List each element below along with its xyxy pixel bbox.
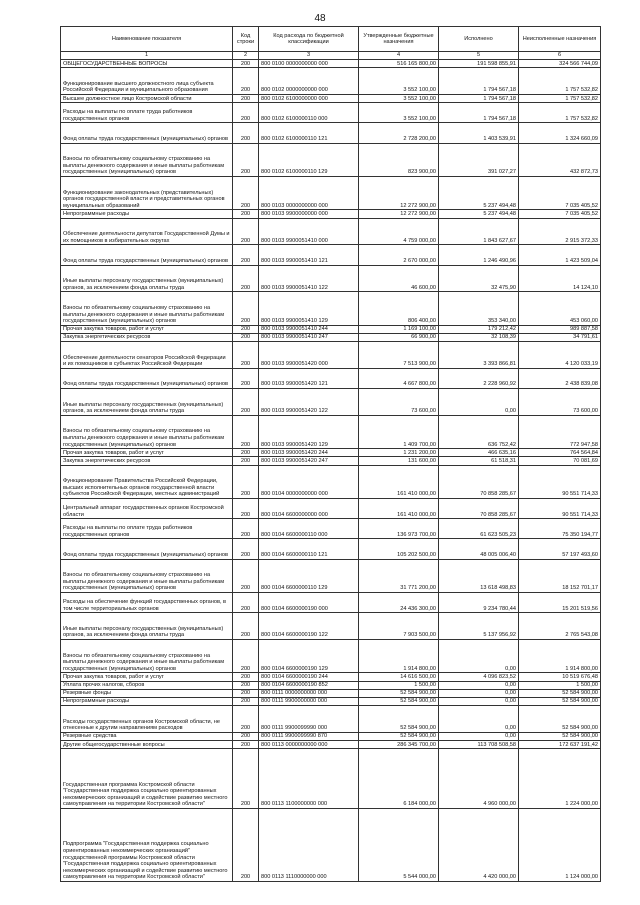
row-classification-code: 800 0102 6100000110 129	[259, 143, 359, 176]
row-approved-amount: 823 900,00	[359, 143, 439, 176]
table-row	[61, 457, 601, 465]
row-remaining-amount: 1 423 509,04	[519, 245, 601, 265]
table-row	[61, 697, 601, 705]
row-name: Расходы государственных органов Костромской области, не отнесенные к другим направлениям расходов	[61, 706, 233, 733]
row-classification-code: 800 0111 0000000000 000	[259, 689, 359, 697]
row-classification-code: 800 0113 0000000000 000	[259, 741, 359, 749]
row-executed-amount: 13 618 498,83	[439, 559, 519, 592]
row-executed-amount: 179 212,42	[439, 325, 519, 333]
row-line-code: 200	[233, 673, 259, 681]
row-line-code: 200	[233, 613, 259, 640]
row-line-code: 200	[233, 210, 259, 218]
row-name: Резервные средства	[61, 732, 233, 740]
row-line-code: 200	[233, 499, 259, 519]
row-line-code: 200	[233, 176, 259, 209]
row-remaining-amount: 1 500,00	[519, 681, 601, 689]
row-line-code: 200	[233, 68, 259, 95]
row-remaining-amount: 1 124 000,00	[519, 809, 601, 882]
header-remaining: Неисполненные назначения	[519, 27, 601, 52]
row-remaining-amount: 90 551 714,33	[519, 465, 601, 498]
row-name: Подпрограмма "Государственная поддержка социально ориентированных некоммерческих организаций" государственной программы Костромской области "Государственная поддержка социально ориентированных некоммерческих организаций и содействие развитию местного самоуправления на территории Костромской области"	[61, 809, 233, 882]
row-name: Функционирование законодательных (представительных) органов государственной власти и представительных органов муниципальных образований	[61, 176, 233, 209]
row-name: Непрограммные расходы	[61, 697, 233, 705]
row-executed-amount: 4 960 000,00	[439, 749, 519, 809]
row-classification-code: 800 0103 9900051420 247	[259, 457, 359, 465]
row-executed-amount: 0,00	[439, 706, 519, 733]
row-approved-amount: 52 584 900,00	[359, 706, 439, 733]
row-line-code: 200	[233, 245, 259, 265]
table-row	[61, 415, 601, 448]
row-executed-amount: 70 858 285,67	[439, 465, 519, 498]
row-line-code: 200	[233, 519, 259, 539]
row-remaining-amount: 75 350 194,77	[519, 519, 601, 539]
row-name: Закупка энергетических ресурсов	[61, 457, 233, 465]
row-remaining-amount: 772 947,58	[519, 415, 601, 448]
row-line-code: 200	[233, 559, 259, 592]
row-remaining-amount: 2 438 839,08	[519, 368, 601, 388]
table-row	[61, 94, 601, 102]
row-remaining-amount: 324 566 744,09	[519, 60, 601, 68]
row-approved-amount: 3 552 100,00	[359, 94, 439, 102]
row-remaining-amount: 1 757 532,82	[519, 94, 601, 102]
row-executed-amount: 4 420 000,00	[439, 809, 519, 882]
row-classification-code: 800 0104 6600000110 129	[259, 559, 359, 592]
row-approved-amount: 516 165 800,00	[359, 60, 439, 68]
row-classification-code: 800 0103 9900051410 247	[259, 333, 359, 341]
row-name: Взносы по обязательному социальному страхованию на выплаты денежного содержания и иные выплаты работникам государственных (муниципальных) органов	[61, 639, 233, 672]
table-row	[61, 123, 601, 143]
row-approved-amount: 105 202 500,00	[359, 539, 439, 559]
row-approved-amount: 1 409 700,00	[359, 415, 439, 448]
row-remaining-amount: 432 872,73	[519, 143, 601, 176]
row-approved-amount: 24 436 300,00	[359, 592, 439, 612]
table-row	[61, 389, 601, 416]
row-classification-code: 800 0104 6600000190 122	[259, 613, 359, 640]
row-line-code: 200	[233, 465, 259, 498]
row-classification-code: 800 0103 9900000000 000	[259, 210, 359, 218]
table-header-row	[61, 27, 601, 52]
row-executed-amount: 466 635,16	[439, 449, 519, 457]
row-remaining-amount: 1 914 800,00	[519, 639, 601, 672]
row-executed-amount: 391 027,27	[439, 143, 519, 176]
row-line-code: 200	[233, 449, 259, 457]
row-name: Обеспечение деятельности депутатов Государственной Думы и их помощников в избирательных округах	[61, 218, 233, 245]
row-executed-amount: 5 237 494,48	[439, 210, 519, 218]
row-line-code: 200	[233, 689, 259, 697]
row-name: ОБЩЕГОСУДАРСТВЕННЫЕ ВОПРОСЫ	[61, 60, 233, 68]
row-name: Функционирование высшего должностного лица субъекта Российской Федерации и муниципального образования	[61, 68, 233, 95]
row-classification-code: 800 0104 6600000190 129	[259, 639, 359, 672]
page-number: 48	[314, 13, 326, 24]
row-remaining-amount: 15 201 519,56	[519, 592, 601, 612]
row-line-code: 200	[233, 389, 259, 416]
row-classification-code: 800 0103 9900051420 122	[259, 389, 359, 416]
row-classification-code: 800 0100 0000000000 000	[259, 60, 359, 68]
row-line-code: 200	[233, 681, 259, 689]
row-name: Резервные фонды	[61, 689, 233, 697]
row-name: Обеспечение деятельности сенаторов Российской Федерации и их помощников в субъектах Российской Федерации	[61, 342, 233, 369]
row-classification-code: 800 0103 9900051420 244	[259, 449, 359, 457]
row-line-code: 200	[233, 218, 259, 245]
row-name: Взносы по обязательному социальному страхованию на выплаты денежного содержания и иные выплаты работникам государственных (муниципальных) органов	[61, 415, 233, 448]
table-row	[61, 265, 601, 292]
row-name: Прочая закупка товаров, работ и услуг	[61, 449, 233, 457]
row-approved-amount: 7 513 900,00	[359, 342, 439, 369]
row-approved-amount: 46 600,00	[359, 265, 439, 292]
row-remaining-amount: 14 124,10	[519, 265, 601, 292]
row-line-code: 200	[233, 539, 259, 559]
budget-execution-table	[60, 26, 601, 882]
row-executed-amount: 1 794 567,18	[439, 68, 519, 95]
row-executed-amount: 0,00	[439, 689, 519, 697]
row-name: Функционирование Правительства Российской Федерации, высших исполнительных органов государственной власти субъектов Российской Федерации, местных администраций	[61, 465, 233, 498]
row-name: Фонд оплаты труда государственных (муниципальных) органов	[61, 539, 233, 559]
row-executed-amount: 0,00	[439, 732, 519, 740]
table-row	[61, 732, 601, 740]
row-line-code: 200	[233, 457, 259, 465]
row-approved-amount: 1 500,00	[359, 681, 439, 689]
row-approved-amount: 5 544 000,00	[359, 809, 439, 882]
row-executed-amount: 636 752,42	[439, 415, 519, 448]
row-remaining-amount: 52 584 900,00	[519, 732, 601, 740]
row-name: Взносы по обязательному социальному страхованию на выплаты денежного содержания и иные выплаты работникам государственных (муниципальных) органов	[61, 559, 233, 592]
row-line-code: 200	[233, 732, 259, 740]
row-name: Фонд оплаты труда государственных (муниципальных) органов	[61, 123, 233, 143]
table-row	[61, 292, 601, 325]
row-approved-amount: 7 903 500,00	[359, 613, 439, 640]
row-classification-code: 800 0103 9900051420 000	[259, 342, 359, 369]
table-row	[61, 176, 601, 209]
row-approved-amount: 52 584 900,00	[359, 689, 439, 697]
table-row	[61, 673, 601, 681]
row-classification-code: 800 0113 1100000000 000	[259, 749, 359, 809]
row-remaining-amount: 1 224 000,00	[519, 749, 601, 809]
row-line-code: 200	[233, 60, 259, 68]
table-row	[61, 706, 601, 733]
column-number-row	[61, 52, 601, 60]
row-approved-amount: 136 973 700,00	[359, 519, 439, 539]
row-executed-amount: 1 794 567,18	[439, 103, 519, 123]
table-row	[61, 449, 601, 457]
row-executed-amount: 70 858 285,67	[439, 499, 519, 519]
row-approved-amount: 14 616 500,00	[359, 673, 439, 681]
row-remaining-amount: 10 519 676,48	[519, 673, 601, 681]
row-remaining-amount: 52 584 900,00	[519, 706, 601, 733]
row-approved-amount: 286 345 700,00	[359, 741, 439, 749]
row-remaining-amount: 764 564,84	[519, 449, 601, 457]
row-remaining-amount: 989 887,58	[519, 325, 601, 333]
row-classification-code: 800 0111 9900099990 000	[259, 706, 359, 733]
row-executed-amount: 0,00	[439, 681, 519, 689]
row-name: Иные выплаты персоналу государственных (муниципальных) органов, за исключением фонда оплаты труда	[61, 265, 233, 292]
row-executed-amount: 4 096 823,52	[439, 673, 519, 681]
row-executed-amount: 0,00	[439, 697, 519, 705]
row-executed-amount: 32 475,90	[439, 265, 519, 292]
row-remaining-amount: 7 035 405,52	[519, 176, 601, 209]
row-remaining-amount: 70 081,69	[519, 457, 601, 465]
table-row	[61, 499, 601, 519]
row-approved-amount: 806 400,00	[359, 292, 439, 325]
row-executed-amount: 3 393 866,81	[439, 342, 519, 369]
row-line-code: 200	[233, 94, 259, 102]
row-classification-code: 800 0103 9900051410 244	[259, 325, 359, 333]
row-classification-code: 800 0113 1110000000 000	[259, 809, 359, 882]
row-classification-code: 800 0111 9900000000 000	[259, 697, 359, 705]
row-classification-code: 800 0104 6600000110 000	[259, 519, 359, 539]
table-row	[61, 68, 601, 95]
row-line-code: 200	[233, 292, 259, 325]
row-line-code: 200	[233, 706, 259, 733]
header-line-code: Код строки	[233, 27, 259, 52]
row-classification-code: 800 0111 9900099990 870	[259, 732, 359, 740]
row-line-code: 200	[233, 333, 259, 341]
row-remaining-amount: 453 060,00	[519, 292, 601, 325]
row-approved-amount: 4 759 000,00	[359, 218, 439, 245]
row-approved-amount: 2 670 000,00	[359, 245, 439, 265]
row-classification-code: 800 0104 6600000190 852	[259, 681, 359, 689]
table-row	[61, 325, 601, 333]
row-line-code: 200	[233, 368, 259, 388]
table-row	[61, 592, 601, 612]
row-classification-code: 800 0104 6600000190 000	[259, 592, 359, 612]
row-approved-amount: 161 410 000,00	[359, 465, 439, 498]
row-line-code: 200	[233, 415, 259, 448]
row-executed-amount: 61 518,31	[439, 457, 519, 465]
column-number: 5	[439, 52, 519, 60]
row-name: Фонд оплаты труда государственных (муниципальных) органов	[61, 368, 233, 388]
row-classification-code: 800 0103 9900051420 129	[259, 415, 359, 448]
row-name: Уплата прочих налогов, сборов	[61, 681, 233, 689]
row-classification-code: 800 0104 6600000190 244	[259, 673, 359, 681]
row-line-code: 200	[233, 123, 259, 143]
row-name: Другие общегосударственные вопросы	[61, 741, 233, 749]
row-remaining-amount: 1 324 660,09	[519, 123, 601, 143]
row-remaining-amount: 18 152 701,17	[519, 559, 601, 592]
row-name: Фонд оплаты труда государственных (муниципальных) органов	[61, 245, 233, 265]
row-line-code: 200	[233, 103, 259, 123]
row-name: Расходы на выплаты по оплате труда работников государственных органов	[61, 103, 233, 123]
row-name: Расходы на обеспечение функций государственных органов, в том числе территориальных органов	[61, 592, 233, 612]
table-row	[61, 465, 601, 498]
header-executed: Исполнено	[439, 27, 519, 52]
row-name: Взносы по обязательному социальному страхованию на выплаты денежного содержания и иные выплаты работникам государственных (муниципальных) органов	[61, 292, 233, 325]
row-executed-amount: 353 340,00	[439, 292, 519, 325]
row-name: Закупка энергетических ресурсов	[61, 333, 233, 341]
row-executed-amount: 1 843 627,67	[439, 218, 519, 245]
column-number: 2	[233, 52, 259, 60]
column-number: 4	[359, 52, 439, 60]
row-line-code: 200	[233, 143, 259, 176]
row-remaining-amount: 73 600,00	[519, 389, 601, 416]
row-line-code: 200	[233, 741, 259, 749]
row-line-code: 200	[233, 749, 259, 809]
table-row	[61, 103, 601, 123]
column-number: 1	[61, 52, 233, 60]
row-classification-code: 800 0102 6100000110 000	[259, 103, 359, 123]
column-number: 3	[259, 52, 359, 60]
row-executed-amount: 1 794 567,18	[439, 94, 519, 102]
row-executed-amount: 113 708 508,58	[439, 741, 519, 749]
row-classification-code: 800 0102 0000000000 000	[259, 68, 359, 95]
table-row	[61, 689, 601, 697]
header-indicator-name: Наименование показателя	[61, 27, 233, 52]
row-executed-amount: 9 234 780,44	[439, 592, 519, 612]
table-row	[61, 245, 601, 265]
row-executed-amount: 2 228 960,92	[439, 368, 519, 388]
row-approved-amount: 73 600,00	[359, 389, 439, 416]
row-name: Высшее должностное лицо Костромской области	[61, 94, 233, 102]
row-approved-amount: 12 272 900,00	[359, 210, 439, 218]
row-line-code: 200	[233, 639, 259, 672]
row-approved-amount: 6 184 000,00	[359, 749, 439, 809]
row-approved-amount: 161 410 000,00	[359, 499, 439, 519]
row-approved-amount: 1 914 800,00	[359, 639, 439, 672]
row-executed-amount: 191 598 855,91	[439, 60, 519, 68]
row-remaining-amount: 52 584 900,00	[519, 697, 601, 705]
row-approved-amount: 31 771 200,00	[359, 559, 439, 592]
row-remaining-amount: 4 120 033,19	[519, 342, 601, 369]
table-row	[61, 143, 601, 176]
row-remaining-amount: 172 637 191,42	[519, 741, 601, 749]
row-approved-amount: 66 900,00	[359, 333, 439, 341]
row-classification-code: 800 0102 6100000110 121	[259, 123, 359, 143]
row-classification-code: 800 0103 9900051410 000	[259, 218, 359, 245]
table-row	[61, 681, 601, 689]
row-remaining-amount: 57 197 493,60	[519, 539, 601, 559]
row-line-code: 200	[233, 592, 259, 612]
row-line-code: 200	[233, 265, 259, 292]
row-approved-amount: 1 169 100,00	[359, 325, 439, 333]
table-row	[61, 342, 601, 369]
row-classification-code: 800 0104 0000000000 000	[259, 465, 359, 498]
row-name: Прочая закупка товаров, работ и услуг	[61, 673, 233, 681]
table-body	[61, 60, 601, 882]
row-remaining-amount: 90 551 714,33	[519, 499, 601, 519]
row-remaining-amount: 2 915 372,33	[519, 218, 601, 245]
row-executed-amount: 0,00	[439, 389, 519, 416]
header-budget-classification: Код расхода по бюджетной классификации	[259, 27, 359, 52]
row-classification-code: 800 0104 6600000000 000	[259, 499, 359, 519]
row-executed-amount: 1 403 539,91	[439, 123, 519, 143]
row-classification-code: 800 0103 9900051410 129	[259, 292, 359, 325]
row-approved-amount: 131 600,00	[359, 457, 439, 465]
row-name: Иные выплаты персоналу государственных (муниципальных) органов, за исключением фонда оплаты труда	[61, 389, 233, 416]
row-classification-code: 800 0103 9900051420 121	[259, 368, 359, 388]
row-remaining-amount: 1 757 532,82	[519, 103, 601, 123]
row-name: Непрограммные расходы	[61, 210, 233, 218]
row-name: Государственная программа Костромской области "Государственная поддержка социально ориентированных некоммерческих организаций и содействие развитию местного самоуправления на территории Костромской области"	[61, 749, 233, 809]
row-name: Расходы на выплаты по оплате труда работников государственных органов	[61, 519, 233, 539]
header-approved: Утвержденные бюджетные назначения	[359, 27, 439, 52]
row-executed-amount: 5 237 494,48	[439, 176, 519, 209]
row-remaining-amount: 7 035 405,52	[519, 210, 601, 218]
row-approved-amount: 4 667 800,00	[359, 368, 439, 388]
row-approved-amount: 1 231 200,00	[359, 449, 439, 457]
row-approved-amount: 2 728 200,00	[359, 123, 439, 143]
row-executed-amount: 1 246 490,96	[439, 245, 519, 265]
row-approved-amount: 52 584 900,00	[359, 697, 439, 705]
row-executed-amount: 0,00	[439, 639, 519, 672]
row-approved-amount: 3 552 100,00	[359, 103, 439, 123]
table-row	[61, 749, 601, 809]
row-name: Прочая закупка товаров, работ и услуг	[61, 325, 233, 333]
table-row	[61, 639, 601, 672]
row-classification-code: 800 0103 9900051410 121	[259, 245, 359, 265]
table-row	[61, 60, 601, 68]
row-classification-code: 800 0103 0000000000 000	[259, 176, 359, 209]
table-row	[61, 368, 601, 388]
row-remaining-amount: 2 765 543,08	[519, 613, 601, 640]
row-approved-amount: 3 552 100,00	[359, 68, 439, 95]
row-executed-amount: 48 005 006,40	[439, 539, 519, 559]
row-remaining-amount: 52 584 900,00	[519, 689, 601, 697]
table-row	[61, 559, 601, 592]
table-row	[61, 333, 601, 341]
row-name: Центральный аппарат государственных органов Костромской области	[61, 499, 233, 519]
row-remaining-amount: 34 791,61	[519, 333, 601, 341]
table-row	[61, 519, 601, 539]
table-row	[61, 210, 601, 218]
row-executed-amount: 5 137 956,92	[439, 613, 519, 640]
row-remaining-amount: 1 757 532,82	[519, 68, 601, 95]
row-classification-code: 800 0102 6100000000 000	[259, 94, 359, 102]
row-approved-amount: 52 584 900,00	[359, 732, 439, 740]
row-executed-amount: 61 623 505,23	[439, 519, 519, 539]
table-row	[61, 218, 601, 245]
table-row	[61, 539, 601, 559]
row-line-code: 200	[233, 342, 259, 369]
row-approved-amount: 12 272 900,00	[359, 176, 439, 209]
row-name: Иные выплаты персоналу государственных (муниципальных) органов, за исключением фонда оплаты труда	[61, 613, 233, 640]
row-name: Взносы по обязательному социальному страхованию на выплаты денежного содержания и иные выплаты работникам государственных (муниципальных) органов	[61, 143, 233, 176]
row-line-code: 200	[233, 809, 259, 882]
row-line-code: 200	[233, 697, 259, 705]
table-row	[61, 613, 601, 640]
row-classification-code: 800 0103 9900051410 122	[259, 265, 359, 292]
row-executed-amount: 32 108,39	[439, 333, 519, 341]
row-line-code: 200	[233, 325, 259, 333]
table-row	[61, 741, 601, 749]
table-row	[61, 809, 601, 882]
row-classification-code: 800 0104 6600000110 121	[259, 539, 359, 559]
column-number: 6	[519, 52, 601, 60]
